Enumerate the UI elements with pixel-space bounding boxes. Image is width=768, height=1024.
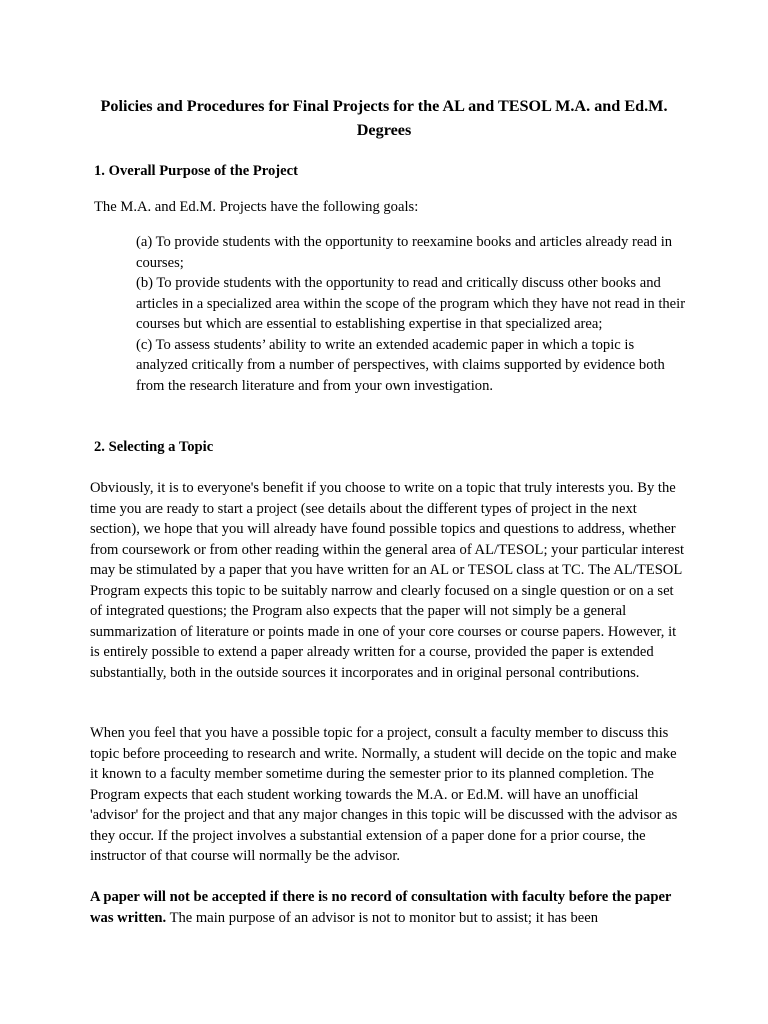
consultation-requirement-text: A paper will not be accepted if there is no record of consultation with faculty before the paper was written. [90, 889, 672, 926]
section-heading-selecting-topic: 2. Selecting a Topic [94, 439, 214, 455]
goal-item-b: (b) To provide students with the opportunity to read and critically discuss other books and articles in a specialized area within the scope of the program which they have not read in their courses but which are essential to establishing expertise in that specialized area; [136, 275, 686, 332]
advisor-purpose-text: The main purpose of an advisor is not to monitor but to assist; it has been [166, 909, 599, 926]
goals-intro-text: The M.A. and Ed.M. Projects have the following goals: [94, 199, 419, 215]
topic-paragraph-3 [90, 887, 685, 928]
topic-paragraph-1: Obviously, it is to everyone's benefit if you choose to write on a topic that truly interests you. By the time you are ready to start a project (see details about the different types of project in the next section), we hope that you will already have found possible topics and questions to address, whether from coursework or from other reading within the general area of AL/TESOL; your particular interest may be stimulated by a paper that you have written for an AL or TESOL class at TC. The AL/TESOL Program expects this topic to be suitably narrow and clearly focused on a single question or on a set of integrated questions; the Program also expects that the paper will not simply be a general summarization of literature or points made in one of your core courses or course papers. However, it is entirely possible to extend a paper already written for a course, provided the paper is extended substantially, both in the outside sources it incorporates and in original personal contributions. [90, 480, 685, 681]
document-title: Policies and Procedures for Final Projects for the AL and TESOL M.A. and Ed.M. Degrees [100, 97, 668, 139]
goals-list [136, 232, 688, 396]
goal-item-c: (c) To assess students’ ability to write an extended academic paper in which a topic is analyzed critically from a number of perspectives, with claims supported by evidence both from the research literature and from your own investigation. [136, 336, 665, 394]
goal-item-a: (a) To provide students with the opportunity to reexamine books and articles already read in courses; [136, 234, 673, 271]
section-heading-overall-purpose: 1. Overall Purpose of the Project [94, 163, 298, 179]
topic-paragraph-2: When you feel that you have a possible topic for a project, consult a faculty member to discuss this topic before proceeding to research and write. Normally, a student will decide on the topic and make it known to a faculty member sometime during the semester prior to its planned completion. The Program expects that each student working towards the M.A. or Ed.M. will have an unofficial 'advisor' for the project and that any major changes in this topic will be discussed with the advisor as they occur. If the project involves a substantial extension of a paper done for a prior course, the instructor of that course will normally be the advisor. [90, 725, 678, 864]
